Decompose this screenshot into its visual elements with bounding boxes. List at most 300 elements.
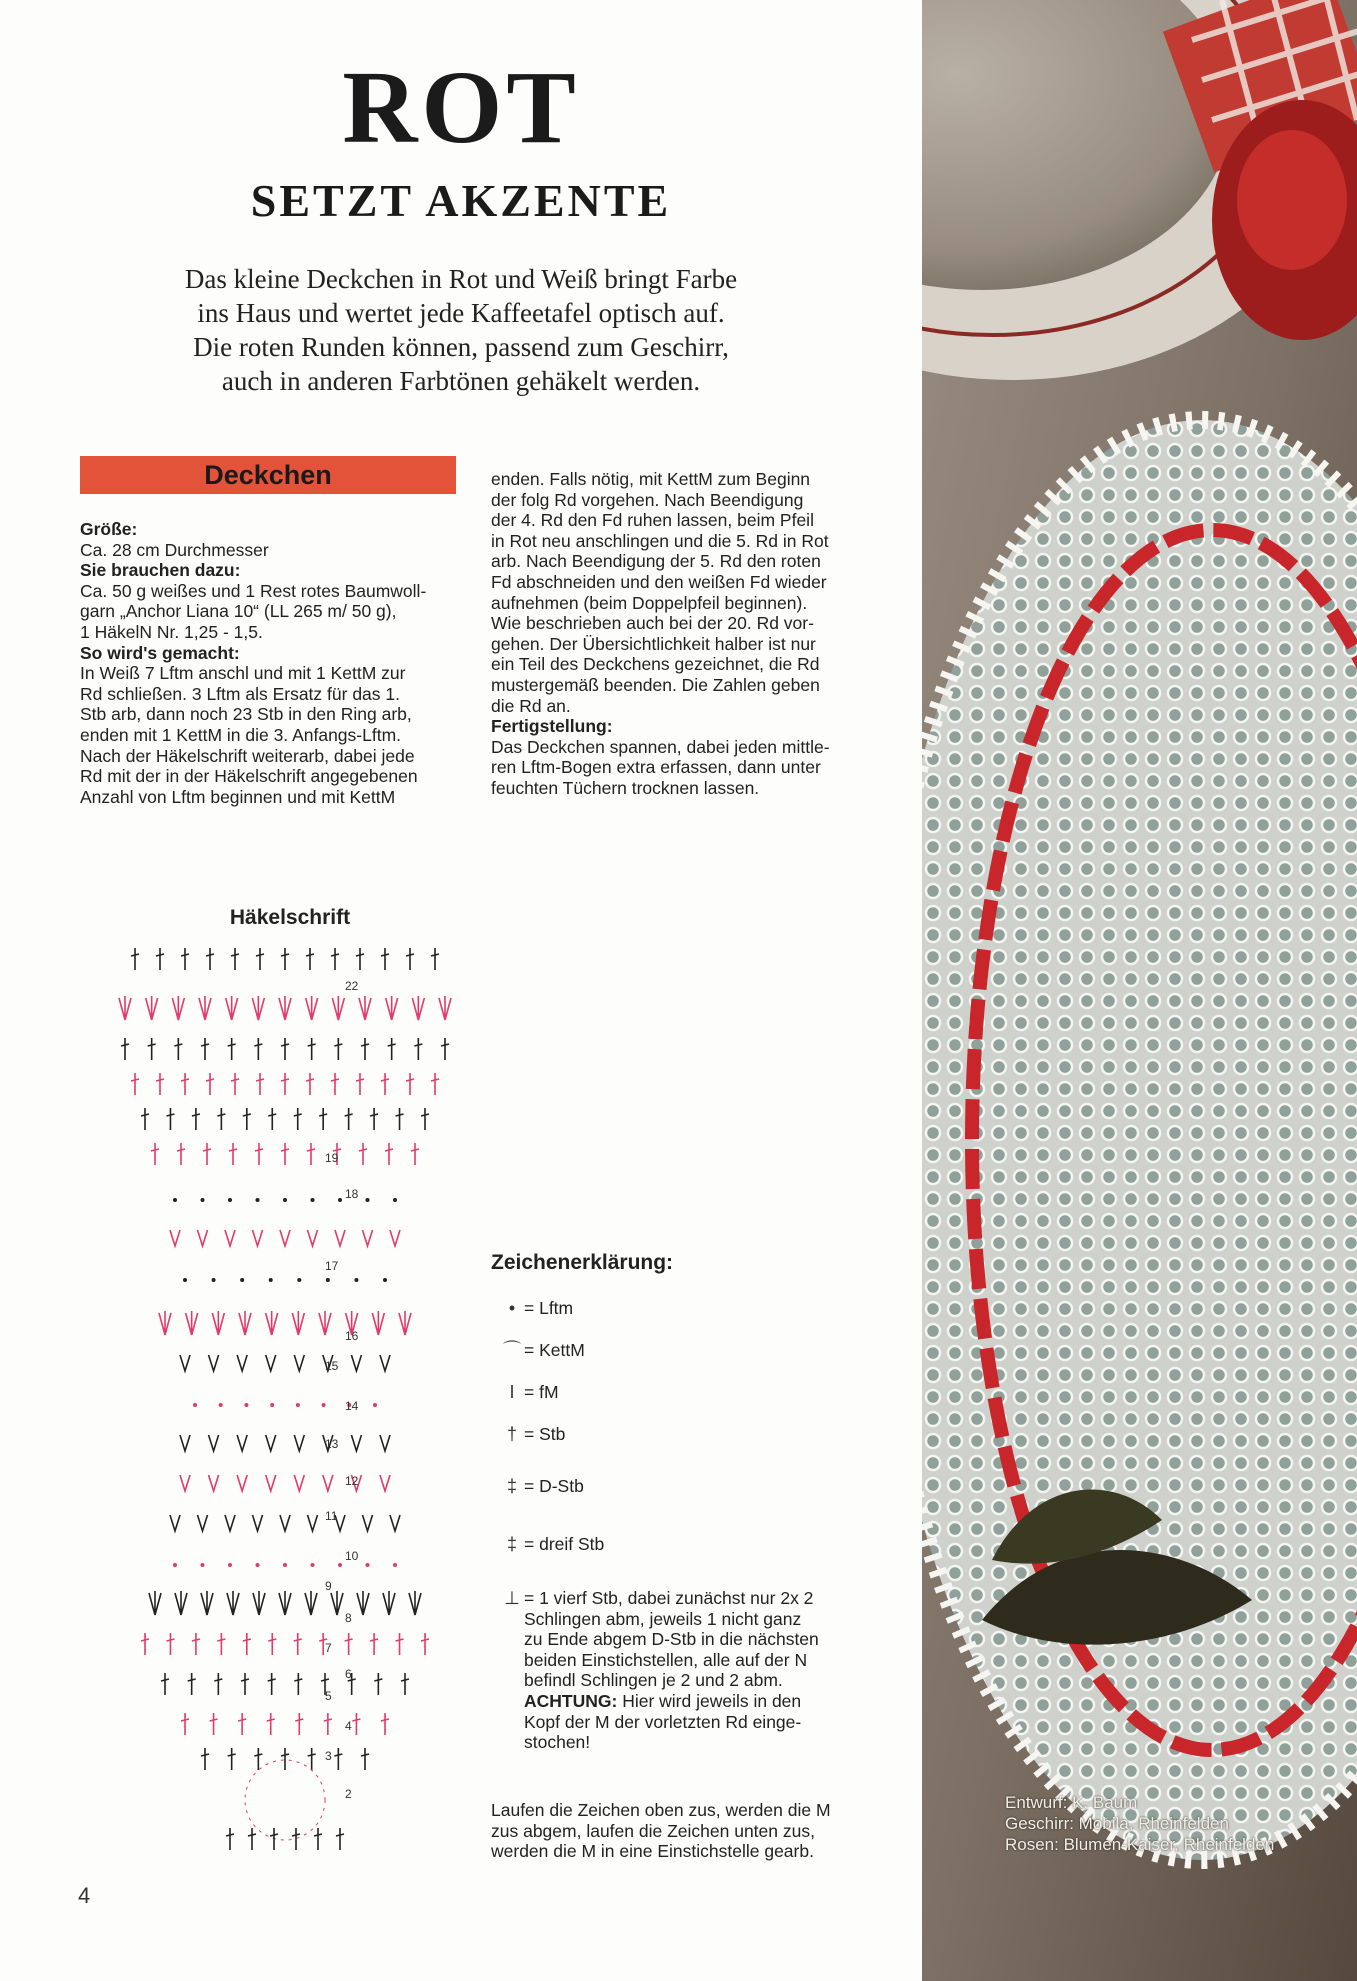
howto-line: Stb arb, dann noch 23 Stb in den Ring arb, xyxy=(80,704,412,725)
stitch-mark xyxy=(203,1143,211,1165)
chain-stitch-icon: • xyxy=(508,1298,516,1318)
fan-mark xyxy=(172,996,184,1020)
v-stitch-mark xyxy=(280,1515,290,1531)
stitch-mark xyxy=(381,1713,389,1735)
stitch-mark xyxy=(406,948,414,970)
stitch-mark xyxy=(188,1673,196,1695)
crochet-chart-marks xyxy=(119,948,451,1850)
stitch-mark xyxy=(181,1073,189,1095)
chain-mark xyxy=(212,1278,216,1282)
center-ring-mark xyxy=(245,1760,325,1840)
stitch-mark xyxy=(431,1073,439,1095)
instruction-line: mustergemäß beenden. Die Zahlen geben xyxy=(491,674,820,695)
stitch-mark xyxy=(231,1073,239,1095)
special-line: befindl Schlingen je 2 und 2 abm. xyxy=(524,1670,783,1691)
round-number-label: 14 xyxy=(345,1399,359,1413)
stitch-mark xyxy=(241,1673,249,1695)
chain-mark xyxy=(173,1198,177,1202)
stitch-mark xyxy=(229,1143,237,1165)
fan-mark xyxy=(357,1591,369,1615)
round-number-label: 13 xyxy=(325,1437,339,1451)
stitch-mark xyxy=(334,1748,342,1770)
fan-mark xyxy=(279,996,291,1020)
special-line: Schlingen abm, jeweils 1 nicht ganz xyxy=(524,1608,802,1629)
round-number-label: 3 xyxy=(325,1749,332,1763)
chain-mark xyxy=(354,1278,358,1282)
stitch-mark xyxy=(306,1073,314,1095)
single-crochet-icon: I xyxy=(509,1382,515,1402)
photo-credits xyxy=(1005,1792,1274,1855)
instruction-line: Wie beschrieben auch bei der 20. Rd vor- xyxy=(491,613,814,634)
chain-mark xyxy=(228,1563,232,1567)
v-stitch-mark xyxy=(380,1475,390,1491)
materials-line: Ca. 50 g weißes und 1 Rest rotes Baumwoll- xyxy=(80,580,427,601)
v-stitch-mark xyxy=(225,1230,235,1246)
round-number-label: 19 xyxy=(325,1151,339,1165)
special-line: zu Ende abgem D-Stb in die nächsten xyxy=(524,1629,819,1650)
round-number-label: 22 xyxy=(345,979,359,993)
round-number-label: 7 xyxy=(325,1641,332,1655)
special-line: = 1 vierf Stb, dabei zunächst nur 2x 2 xyxy=(524,1588,814,1608)
finish-line: ren Lftm-Bogen extra erfassen, dann unter xyxy=(491,757,821,778)
fan-mark xyxy=(399,1311,411,1335)
credit-line: Geschirr: Mobila, Rheinfelden xyxy=(1005,1814,1229,1833)
footnote-line: Laufen die Zeichen oben zus, werden die M xyxy=(491,1800,831,1820)
v-stitch-mark xyxy=(390,1515,400,1531)
fan-mark xyxy=(252,996,264,1020)
fan-mark xyxy=(175,1591,187,1615)
page-number: 4 xyxy=(78,1883,91,1908)
legend-text xyxy=(524,1588,819,1753)
legend-text: = dreif Stb xyxy=(524,1534,605,1554)
fan-mark xyxy=(292,1311,304,1335)
chain-mark xyxy=(338,1563,342,1567)
stitch-mark xyxy=(214,1673,222,1695)
fan-mark xyxy=(306,996,318,1020)
finish-label: Fertigstellung: xyxy=(491,716,613,737)
crochet-chart-title: Häkelschrift xyxy=(229,906,351,929)
v-stitch-mark xyxy=(266,1355,276,1371)
stitch-mark xyxy=(281,1073,289,1095)
v-stitch-mark xyxy=(170,1515,180,1531)
v-stitch-mark xyxy=(180,1475,190,1491)
intro-paragraph xyxy=(100,262,822,398)
v-stitch-mark xyxy=(280,1230,290,1246)
chain-mark xyxy=(366,1563,370,1567)
stitch-mark xyxy=(206,1073,214,1095)
fan-mark xyxy=(359,996,371,1020)
fan-mark xyxy=(319,1311,331,1335)
legend-item xyxy=(500,1424,565,1445)
v-stitch-mark xyxy=(209,1355,219,1371)
v-stitch-mark xyxy=(266,1475,276,1491)
stitch-mark xyxy=(295,1713,303,1735)
chain-mark xyxy=(201,1198,205,1202)
materials-label: Sie brauchen dazu: xyxy=(80,560,241,581)
fan-mark xyxy=(239,1311,251,1335)
credit-line: Entwurf: K. Baum xyxy=(1005,1793,1138,1812)
fan-mark xyxy=(201,1591,213,1615)
stitch-mark xyxy=(254,1748,262,1770)
legend-text: = Stb xyxy=(524,1424,566,1444)
v-stitch-mark xyxy=(294,1435,304,1451)
howto-label: So wird's gemacht: xyxy=(80,642,240,663)
round-number-label: 4 xyxy=(345,1719,352,1733)
stitch-mark xyxy=(192,1633,200,1655)
stitch-mark xyxy=(308,1038,316,1060)
stitch-mark xyxy=(281,1748,289,1770)
round-number-label: 8 xyxy=(345,1611,352,1625)
v-stitch-mark xyxy=(198,1515,208,1531)
v-stitch-mark xyxy=(198,1230,208,1246)
stitch-mark xyxy=(210,1713,218,1735)
round-number-label: 9 xyxy=(325,1579,332,1593)
stitch-mark xyxy=(174,1038,182,1060)
materials-line: garn „Anchor Liana 10“ (LL 265 m/ 50 g), xyxy=(80,601,397,622)
stitch-mark xyxy=(292,1828,300,1850)
intro-line: Die roten Runden können, passend zum Geschirr, xyxy=(193,332,729,362)
chain-mark xyxy=(256,1563,260,1567)
stitch-mark xyxy=(281,1143,289,1165)
stitch-mark xyxy=(228,1748,236,1770)
round-number-labels xyxy=(325,979,359,1801)
stitch-mark xyxy=(238,1713,246,1735)
stitch-mark xyxy=(381,948,389,970)
stitch-mark xyxy=(156,948,164,970)
stitch-mark xyxy=(141,1108,149,1130)
stitch-mark xyxy=(248,1828,256,1850)
round-number-label: 17 xyxy=(325,1259,339,1273)
stitch-mark xyxy=(254,1038,262,1060)
intro-line: Das kleine Deckchen in Rot und Weiß bringt Farbe xyxy=(184,264,738,294)
round-number-label: 16 xyxy=(345,1329,359,1343)
stitch-mark xyxy=(166,1108,174,1130)
stitch-mark xyxy=(334,1038,342,1060)
chain-mark xyxy=(297,1278,301,1282)
round-number-label: 18 xyxy=(345,1187,359,1201)
stitch-mark xyxy=(314,1828,322,1850)
stitch-mark xyxy=(256,948,264,970)
stitch-mark xyxy=(361,1748,369,1770)
chain-mark xyxy=(373,1403,377,1407)
chain-mark xyxy=(244,1403,248,1407)
stitch-mark xyxy=(268,1108,276,1130)
stitch-mark xyxy=(345,1633,353,1655)
stitch-mark xyxy=(336,1828,344,1850)
legend-item xyxy=(500,1476,584,1497)
fan-mark xyxy=(386,996,398,1020)
chain-mark xyxy=(311,1198,315,1202)
stitch-mark xyxy=(228,1038,236,1060)
chain-mark xyxy=(219,1403,223,1407)
stitch-mark xyxy=(256,1073,264,1095)
fan-mark xyxy=(439,996,451,1020)
section-heading: Deckchen xyxy=(80,456,456,494)
stitch-mark xyxy=(192,1108,200,1130)
instruction-line: die Rd an. xyxy=(491,695,571,716)
doily xyxy=(922,420,1357,1860)
fan-mark xyxy=(305,1591,317,1615)
stitch-mark xyxy=(231,948,239,970)
stitch-mark xyxy=(306,948,314,970)
stitch-mark xyxy=(414,1038,422,1060)
stitch-mark xyxy=(421,1633,429,1655)
stitch-mark xyxy=(151,1143,159,1165)
instruction-line: enden. Falls nötig, mit KettM zum Beginn xyxy=(491,469,811,489)
stitch-mark xyxy=(294,1108,302,1130)
stitch-mark xyxy=(385,1143,393,1165)
stitch-mark xyxy=(243,1108,251,1130)
slip-stitch-icon: ⌒ xyxy=(503,1340,521,1360)
stitch-mark xyxy=(181,948,189,970)
v-stitch-mark xyxy=(170,1230,180,1246)
stitch-mark xyxy=(307,1143,315,1165)
round-number-label: 2 xyxy=(345,1787,352,1801)
fan-mark xyxy=(226,996,238,1020)
chain-mark xyxy=(256,1198,260,1202)
instruction-line: aufnehmen (beim Doppelpfeil beginnen). xyxy=(491,592,808,613)
size-label: Größe: xyxy=(80,519,138,539)
v-stitch-mark xyxy=(209,1435,219,1451)
instruction-line: ein Teil des Deckchens gezeichnet, die Rd xyxy=(491,654,820,675)
stitch-mark xyxy=(255,1143,263,1165)
v-stitch-mark xyxy=(253,1515,263,1531)
chain-mark xyxy=(322,1403,326,1407)
page-subtitle: SETZT AKZENTE xyxy=(250,175,672,226)
stitch-mark xyxy=(374,1673,382,1695)
stitch-mark xyxy=(331,1073,339,1095)
stitch-mark xyxy=(156,1073,164,1095)
special-line: beiden Einstichstellen, alle auf der N xyxy=(524,1649,808,1670)
stitch-mark xyxy=(206,948,214,970)
fan-mark xyxy=(266,1311,278,1335)
instructions-column-1 xyxy=(80,519,460,807)
fan-mark xyxy=(119,996,131,1020)
v-stitch-mark xyxy=(380,1355,390,1371)
fan-mark xyxy=(186,1311,198,1335)
round-number-label: 15 xyxy=(325,1359,339,1373)
stitch-mark xyxy=(281,948,289,970)
v-stitch-mark xyxy=(380,1435,390,1451)
chain-mark xyxy=(193,1403,197,1407)
double-crochet-icon: † xyxy=(506,1424,517,1444)
legend-text: = KettM xyxy=(524,1340,585,1360)
fan-mark xyxy=(332,996,344,1020)
v-stitch-mark xyxy=(253,1230,263,1246)
stitch-mark xyxy=(243,1633,251,1655)
stitch-mark xyxy=(217,1108,225,1130)
v-stitch-mark xyxy=(308,1230,318,1246)
stitch-mark xyxy=(431,948,439,970)
size-value: Ca. 28 cm Durchmesser xyxy=(80,539,269,560)
stitch-mark xyxy=(131,1073,139,1095)
stitch-mark xyxy=(356,948,364,970)
achtung-line xyxy=(524,1691,819,1712)
legend-text: = D-Stb xyxy=(524,1476,584,1496)
chain-mark xyxy=(393,1563,397,1567)
fan-mark xyxy=(212,1311,224,1335)
photo-illustration xyxy=(922,0,1357,1981)
chain-mark xyxy=(173,1563,177,1567)
fan-mark xyxy=(227,1591,239,1615)
chain-mark xyxy=(283,1198,287,1202)
howto-line: Rd schließen. 3 Lftm als Ersatz für das 1. xyxy=(80,683,400,704)
stitch-mark xyxy=(201,1038,209,1060)
fan-mark xyxy=(331,1591,343,1615)
chain-mark xyxy=(201,1563,205,1567)
stitch-mark xyxy=(166,1633,174,1655)
chain-mark xyxy=(228,1198,232,1202)
howto-line: Rd mit der in der Häkelschrift angegebenen xyxy=(80,766,418,787)
stitch-mark xyxy=(121,1038,129,1060)
v-stitch-mark xyxy=(237,1355,247,1371)
instruction-line: der 4. Rd den Fd ruhen lassen, beim Pfeil xyxy=(491,510,814,531)
achtung-text: Hier wird jeweils in den xyxy=(617,1690,802,1711)
chain-mark xyxy=(269,1278,273,1282)
fan-mark xyxy=(159,1311,171,1335)
stitch-mark xyxy=(181,1713,189,1735)
treble-crochet-icon: ‡ xyxy=(506,1476,517,1496)
stitch-mark xyxy=(388,1038,396,1060)
materials-line: 1 HäkelN Nr. 1,25 - 1,5. xyxy=(80,621,263,642)
stitch-mark xyxy=(201,1748,209,1770)
chain-mark xyxy=(270,1403,274,1407)
stitch-mark xyxy=(331,948,339,970)
fan-mark xyxy=(279,1591,291,1615)
chain-mark xyxy=(296,1403,300,1407)
v-stitch-mark xyxy=(237,1435,247,1451)
fan-mark xyxy=(383,1591,395,1615)
howto-line: Anzahl von Lftm beginnen und mit KettM xyxy=(80,786,396,807)
crochet-chart-diagram xyxy=(70,940,500,1870)
fan-mark xyxy=(409,1591,421,1615)
legend-text: = fM xyxy=(524,1382,559,1402)
instruction-line: der folg Rd vorgehen. Nach Beendigung xyxy=(491,489,804,510)
howto-line: In Weiß 7 Lftm anschl und mit 1 KettM zur xyxy=(80,663,406,684)
stitch-mark xyxy=(421,1108,429,1130)
stitch-mark xyxy=(370,1108,378,1130)
v-stitch-mark xyxy=(294,1475,304,1491)
cluster-stitch-icon: ⊥ xyxy=(504,1588,520,1608)
stitch-mark xyxy=(381,1073,389,1095)
stitch-mark xyxy=(161,1673,169,1695)
intro-line: auch in anderen Farbtönen gehäkelt werden. xyxy=(221,366,701,396)
stitch-mark xyxy=(356,1073,364,1095)
v-stitch-mark xyxy=(308,1515,318,1531)
finish-line: feuchten Tüchern trocknen lassen. xyxy=(491,777,760,798)
round-number-label: 6 xyxy=(345,1667,352,1681)
stitch-mark xyxy=(281,1038,289,1060)
stitch-mark xyxy=(270,1828,278,1850)
triple-treble-icon: ‡ xyxy=(506,1534,517,1554)
fan-mark xyxy=(372,1311,384,1335)
v-stitch-mark xyxy=(294,1355,304,1371)
stitch-mark xyxy=(396,1108,404,1130)
stitch-mark xyxy=(217,1633,225,1655)
legend-item xyxy=(500,1534,604,1555)
stitch-mark xyxy=(226,1828,234,1850)
round-number-label: 5 xyxy=(325,1689,332,1703)
achtung-line: stochen! xyxy=(524,1732,591,1753)
legend-title: Zeichenerklärung: xyxy=(491,1251,674,1274)
stitch-mark xyxy=(406,1073,414,1095)
round-number-label: 10 xyxy=(345,1549,359,1563)
achtung-label: ACHTUNG: xyxy=(524,1690,618,1711)
stitch-mark xyxy=(441,1038,449,1060)
instruction-line: Fd abschneiden und den weißen Fd wieder xyxy=(491,571,827,592)
howto-line: Nach der Häkelschrift weiterarb, dabei jede xyxy=(80,745,415,766)
v-stitch-mark xyxy=(237,1475,247,1491)
legend-text: = Lftm xyxy=(524,1298,574,1318)
v-stitch-mark xyxy=(390,1230,400,1246)
fan-mark xyxy=(149,1591,161,1615)
achtung-line: Kopf der M der vorletzten Rd einge- xyxy=(524,1711,802,1732)
chain-mark xyxy=(311,1563,315,1567)
fan-mark xyxy=(146,996,158,1020)
v-stitch-mark xyxy=(323,1475,333,1491)
stitch-mark xyxy=(148,1038,156,1060)
stitch-mark xyxy=(396,1633,404,1655)
stitch-mark xyxy=(359,1143,367,1165)
stitch-mark xyxy=(268,1673,276,1695)
stitch-mark xyxy=(345,1108,353,1130)
fan-mark xyxy=(199,996,211,1020)
instructions-column-2 xyxy=(491,469,871,799)
stitch-mark xyxy=(401,1673,409,1695)
stitch-mark xyxy=(308,1748,316,1770)
legend-item-special xyxy=(500,1588,819,1753)
stitch-mark xyxy=(352,1713,360,1735)
page-title: ROT xyxy=(342,50,580,165)
stitch-mark xyxy=(131,948,139,970)
chain-mark xyxy=(283,1563,287,1567)
chain-mark xyxy=(366,1198,370,1202)
fan-mark xyxy=(412,996,424,1020)
legend-item xyxy=(500,1340,585,1361)
instruction-line: in Rot neu anschlingen und die 5. Rd in Rot xyxy=(491,530,829,551)
stitch-mark xyxy=(268,1633,276,1655)
credit-line: Rosen: Blumen-Kaiser, Rheinfelden xyxy=(1005,1835,1275,1854)
legend-item xyxy=(500,1382,559,1403)
instruction-line: arb. Nach Beendigung der 5. Rd den roten xyxy=(491,551,821,572)
v-stitch-mark xyxy=(335,1230,345,1246)
round-number-label: 11 xyxy=(325,1509,338,1523)
stitch-mark xyxy=(361,1038,369,1060)
v-stitch-mark xyxy=(180,1435,190,1451)
footnote-line: werden die M in eine Einstichstelle gearb. xyxy=(491,1841,814,1862)
round-number-label: 12 xyxy=(345,1474,359,1488)
stitch-mark xyxy=(141,1633,149,1655)
v-stitch-mark xyxy=(180,1355,190,1371)
v-stitch-mark xyxy=(363,1515,373,1531)
chain-mark xyxy=(338,1198,342,1202)
stitch-mark xyxy=(370,1633,378,1655)
chain-mark xyxy=(393,1198,397,1202)
stitch-mark xyxy=(294,1673,302,1695)
v-stitch-mark xyxy=(351,1355,361,1371)
v-stitch-mark xyxy=(363,1230,373,1246)
v-stitch-mark xyxy=(225,1515,235,1531)
chain-mark xyxy=(383,1278,387,1282)
v-stitch-mark xyxy=(266,1435,276,1451)
stitch-mark xyxy=(267,1713,275,1735)
rose-petal xyxy=(1237,130,1347,270)
stitch-mark xyxy=(324,1713,332,1735)
footnote-line: zus abgem, laufen die Zeichen unten zus, xyxy=(491,1820,815,1841)
fan-mark xyxy=(253,1591,265,1615)
chain-mark xyxy=(326,1278,330,1282)
chain-mark xyxy=(240,1278,244,1282)
